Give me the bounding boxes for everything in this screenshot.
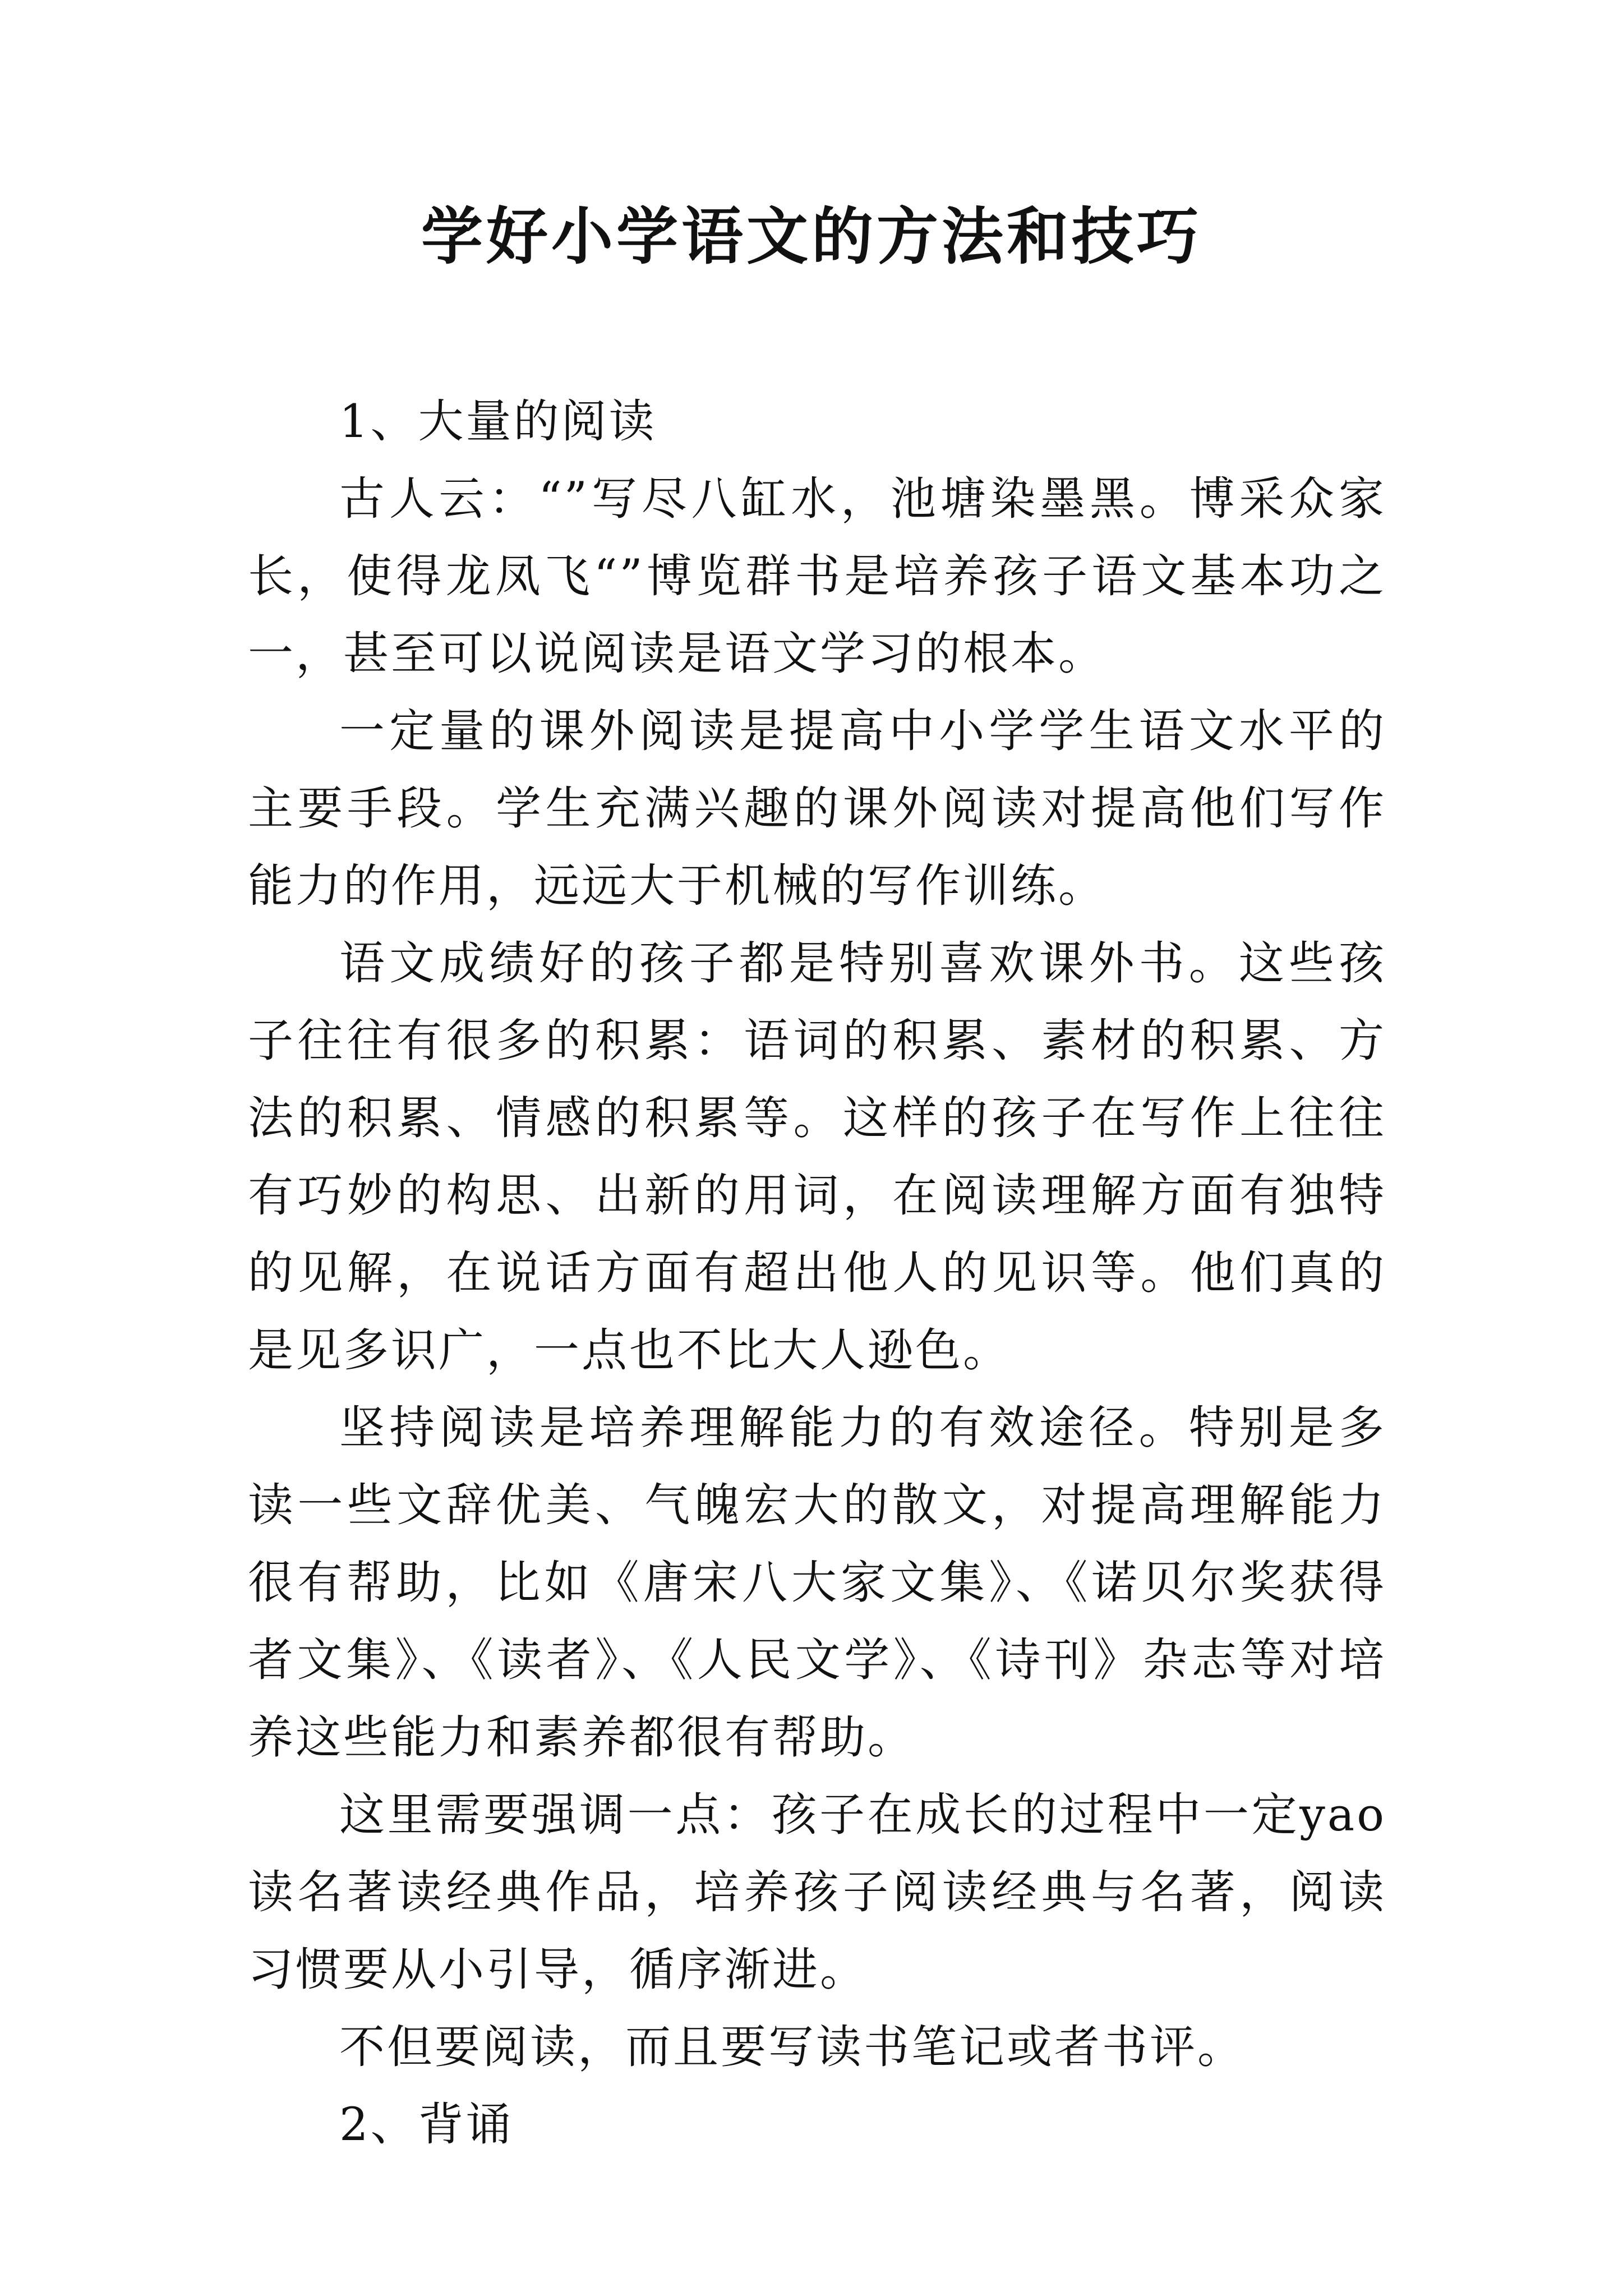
paragraph: 坚持阅读是培养理解能力的有效途径。特别是多读一些文辞优美、气魄宏大的散文，对提高理解能力很有帮助，比如《唐宋八大家文集》、《诺贝尔奖获得者文集》、《读者》、《人民文学》、《诗刊》杂志等对培养这些能力和素养都很有帮助。	[248, 1402, 1386, 1764]
paragraph: 语文成绩好的孩子都是特别喜欢课外书。这些孩子往往有很多的积累：语词的积累、素材的积累、方法的积累、情感的积累等。这样的孩子在写作上往往有巧妙的构思、出新的用词，在阅读理解方面有独特的见解，在说话方面有超出他人的见识等。他们真的是见多识广，一点也不比大人逊色。	[248, 937, 1386, 1377]
paragraph: 不但要阅读，而且要写读书笔记或者书评。	[339, 2021, 1246, 2074]
document-title: 学好小学语文的方法和技巧	[421, 200, 1202, 273]
document-body	[248, 383, 1386, 2164]
section-heading-reading: 1、大量的阅读	[339, 395, 657, 448]
paragraph: 古人云：“”写尽八缸水，池塘染墨黑。博采众家长，使得龙凤飞“”博览群书是培养孩子语文基本功之一，甚至可以说阅读是语文学习的根本。	[248, 473, 1386, 680]
paragraph: 这里需要强调一点：孩子在成长的过程中一定yao读名著读经典作品，培养孩子阅读经典与名著，阅读习惯要从小引导，循序渐进。	[248, 1789, 1386, 1996]
section-heading-recitation: 2、背诵	[339, 2099, 514, 2151]
paragraph: 一定量的课外阅读是提高中小学学生语文水平的主要手段。学生充满兴趣的课外阅读对提高他们写作能力的作用，远远大于机械的写作训练。	[248, 705, 1386, 913]
